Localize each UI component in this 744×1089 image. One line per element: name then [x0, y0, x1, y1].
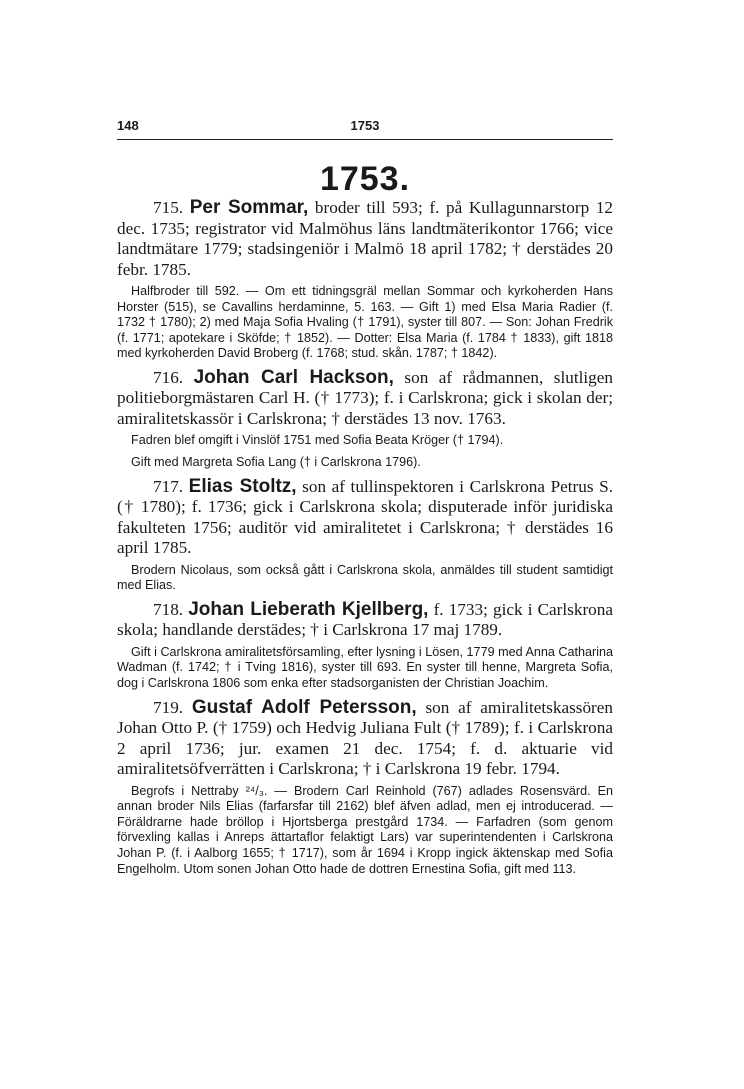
entry-number: 716.	[153, 367, 184, 387]
entry-715	[117, 198, 613, 280]
entry-note: Brodern Nicolaus, som också gått i Carlskrona skola, anmäldes till student samtidigt med Elias.	[117, 562, 613, 593]
entry-number: 719.	[153, 697, 184, 717]
person-name: Gustaf Adolf Petersson,	[191, 696, 417, 718]
page-header	[117, 118, 613, 138]
entry-text: son af tullinspektoren i Carlskrona Petrus S. († 1780); f. 1736; gick i Carlskrona skola; disputerade inför juridiska fakulteten 1756; auditör vid amiralitetet i Carlskrona; † derstädes 16 april 1785.	[117, 476, 614, 558]
entry-716	[117, 368, 613, 430]
entry-number: 715.	[153, 198, 184, 217]
entry-text: f. 1733; gick i Carlskrona skola; handlande derstädes; † i Carlskrona 17 maj 1789.	[117, 599, 613, 640]
book-page	[117, 118, 614, 876]
entry-text: son af amiralitetskassören Johan Otto P. († 1759) och Hedvig Juliana Fult († 1789); f. i Carlskrona 2 april 1736; jur. examen 21 dec. 1754; f. d. aktuarie vid amiralitetsöfverrätten i Carlskrona; † i Carlskrona 19 febr. 1794.	[117, 697, 613, 779]
entry-note: Fadren blef omgift i Vinslöf 1751 med Sofia Beata Kröger († 1794).	[131, 433, 504, 448]
entry-note: Gift med Margreta Sofia Lang († i Carlskrona 1796).	[131, 455, 421, 470]
person-name: Elias Stoltz,	[188, 475, 297, 497]
header-rule	[117, 139, 613, 140]
entry-text: son af rådmannen, slutligen politieborgmästaren Carl H. († 1773); f. i Carlskrona; gick i skolan der; amiralitetskassör i Carlskrona; † derstädes 13 nov. 1763.	[117, 367, 613, 428]
person-name: Per Sommar,	[189, 197, 309, 218]
entry-number: 717.	[153, 476, 184, 496]
year-title: 1753.	[319, 160, 411, 198]
entry-718	[117, 600, 613, 641]
person-name: Johan Lieberath Kjellberg,	[188, 598, 429, 620]
entry-text: broder till 593; f. på Kullagunnarstorp 12 dec. 1735; registrator vid Malmöhus läns landtmäterikontor 1766; vice landtmätare 1779; stadsingeniör i Malmö 18 april 1782; † derstädes 20 febr. 1785.	[117, 198, 614, 279]
entry-number: 718.	[153, 599, 184, 619]
running-title: 1753	[350, 118, 380, 133]
entry-note: Begrofs i Nettraby ²⁴/₃. — Brodern Carl Reinhold (767) adlades Rosensvärd. En annan broder Nils Elias (farfarsfar till 2162) blef äfven adlad, men ej introducerad. — Föräldrarne hade bröllop i Hjortsberga prestgård 1734. — Farfadren (som genom förvexling kallas i Anreps ättartaflor felaktigt Lars) var superintendenten i Carlskrona Johan P. (f. i Aalborg 1655; † 1717), som år 1694 i Kropp ingick äktenskap med Sofia Engelholm. Utom sonen Johan Otto hade de dottren Ernestina Sofia, gift med 113.	[117, 783, 613, 876]
entry-note: Gift i Carlskrona amiralitetsförsamling, efter lysning i Lösen, 1779 med Anna Catharina Wadman (f. 1742; † i Tving 1816), syster till 693. En syster till henne, Margreta Sofia, dog i Carlskrona 1806 som enka efter stadsorganisten der Christian Joachim.	[117, 644, 613, 691]
entries	[117, 198, 613, 883]
entry-719	[117, 698, 613, 780]
entry-717	[117, 477, 613, 559]
entry-note: Halfbroder till 592. — Om ett tidningsgräl mellan Sommar och kyrkoherden Hans Horster (515), se Cavallins herdaminne, 5. 163. — Gift 1) med Elsa Maria Radier (f. 1732 † 1780); 2) med Maja Sofia Hvaling († 1791), syster till 807. — Son: Johan Fredrik (f. 1771; apotekare i Sköfde; † 1852). — Dotter: Elsa Maria (f. 1784 † 1833), gift 1818 med kyrkoherden David Broberg (f. 1768; stud. skån. 1787; † 1842).	[117, 284, 613, 361]
page-number: 148	[117, 118, 139, 133]
person-name: Johan Carl Hackson,	[193, 366, 394, 388]
